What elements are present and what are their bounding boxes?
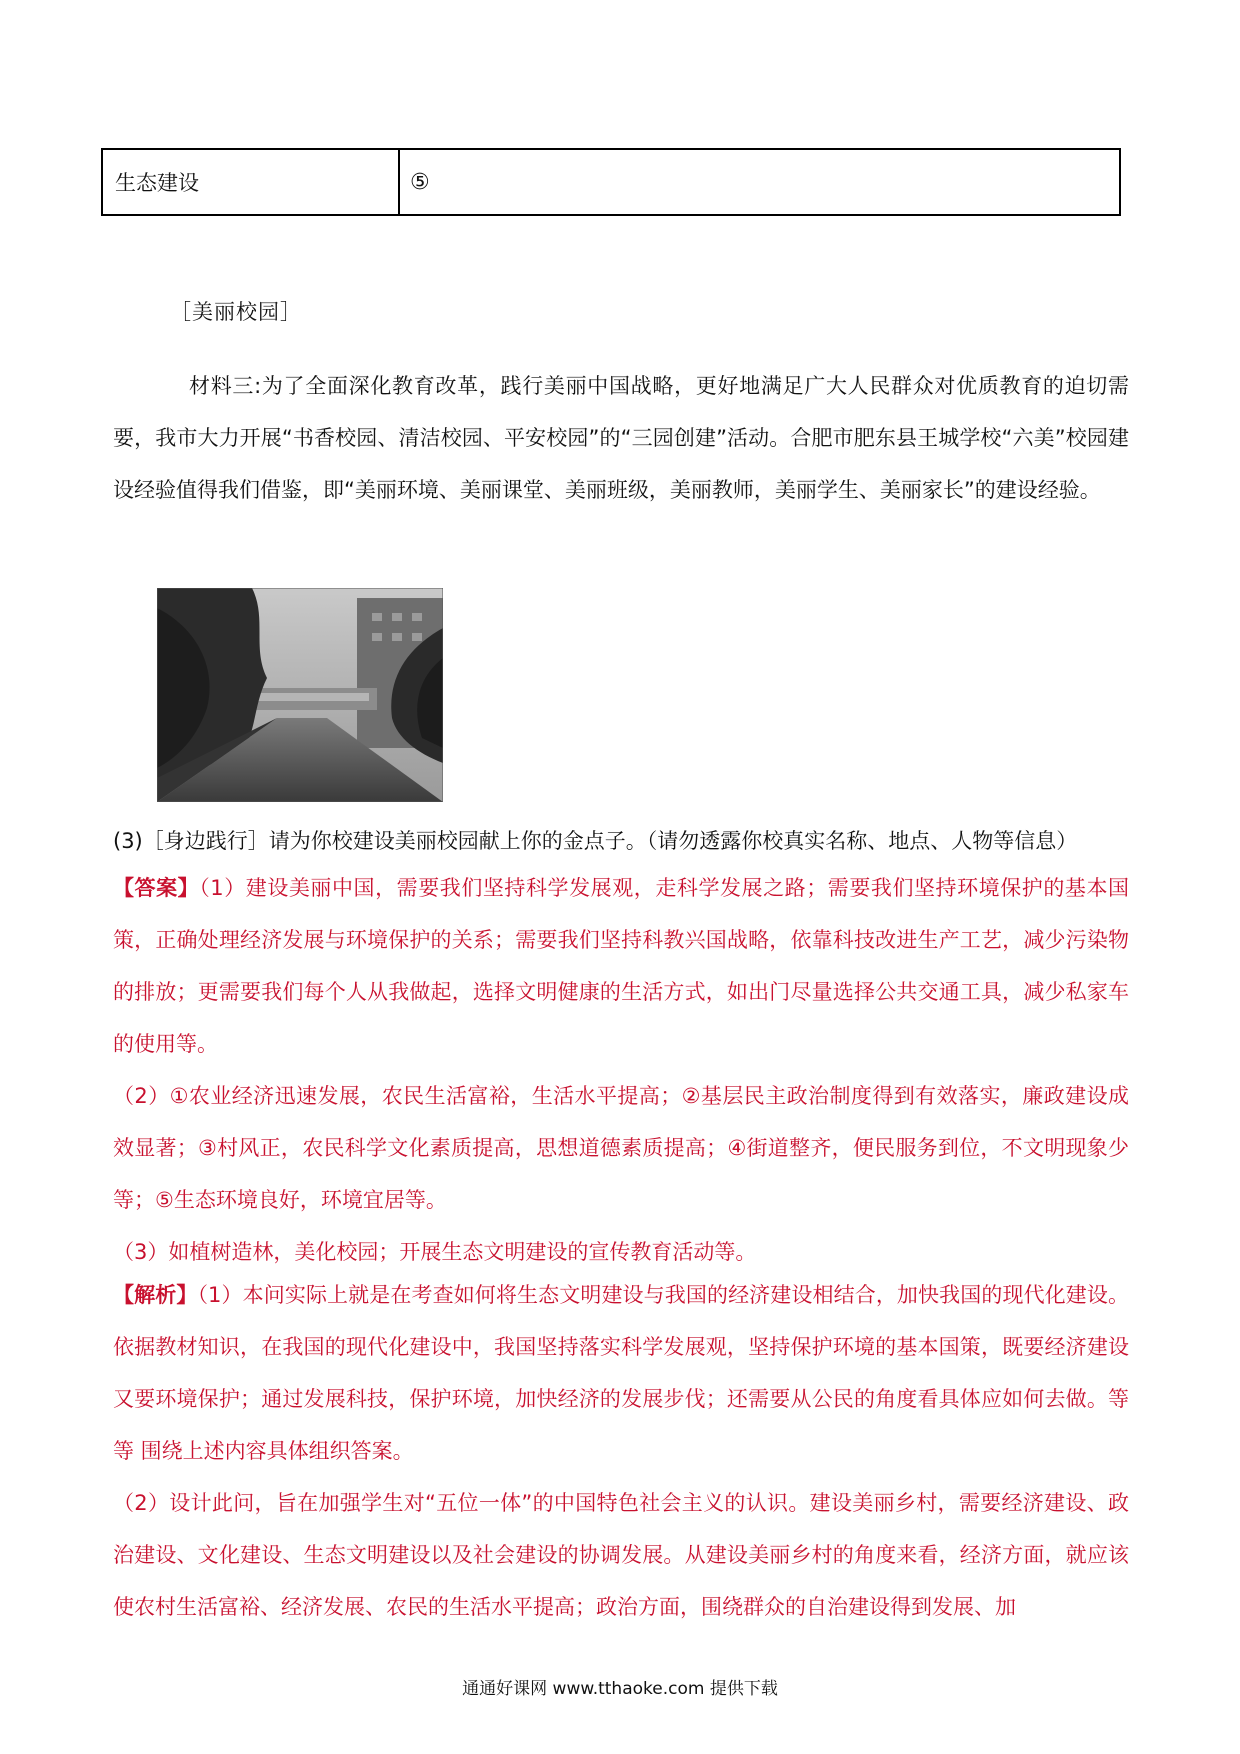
analysis-part-1-text: （1）本问实际上就是在考查如何将生态文明建设与我国的经济建设相结合，加快我国的现代化建设。依据教材知识，在我国的现代化建设中，我国坚持落实科学发展观，坚持保护环境的基本国策，既要经济建设又要环境保护；通过发展科技，保护环境，加快经济的发展步伐；还需要从公民的角度看具体应如何去做。等等 围绕上述内容具体组织答案。 [113, 1283, 1130, 1463]
answer-part-3: （3）如植树造林，美化校园；开展生态文明建设的宣传教育活动等。 [113, 1240, 757, 1264]
answer-part-2: （2）①农业经济迅速发展，农民生活富裕，生活水平提高；②基层民主政治制度得到有效落实，廉政建设成效显著；③村风正，农民科学文化素质提高，思想道德素质提高；④街道整齐，便民服务到位，不文明现象少等；⑤生态环境良好，环境宜居等。 [113, 1084, 1129, 1212]
campus-photo [157, 588, 443, 802]
answer-tag: 【答案】 [113, 876, 200, 900]
question-three: (3)［身边践行］请为你校建设美丽校园献上你的金点子。（请勿透露你校真实名称、地点、人物等信息） [113, 829, 1078, 853]
section-title: ［美丽校园］ [170, 300, 302, 324]
analysis-tag: 【解析】 [113, 1283, 198, 1307]
answer-part-1 [113, 862, 1129, 1070]
analysis-part-2: （2）设计此问，旨在加强学生对“五位一体”的中国特色社会主义的认识。建设美丽乡村，需要经济建设、政治建设、文化建设、生态文明建设以及社会建设的协调发展。从建设美丽乡村的角度来看，经济方面，就应该使农村生活富裕、经济发展、农民的生活水平提高；政治方面，围绕群众的自治建设得到发展、加 [113, 1491, 1129, 1619]
table-row-label: 生态建设 [103, 150, 400, 214]
table-row-value: ⑤ [410, 169, 430, 195]
info-table [101, 148, 1121, 216]
analysis-part-1 [113, 1269, 1129, 1477]
material-three-paragraph: 材料三:为了全面深化教育改革，践行美丽中国战略，更好地满足广大人民群众对优质教育的迫切需要，我市大力开展“书香校园、清洁校园、平安校园”的“三园创建”活动。合肥市肥东县王城学校“六美”校园建设经验值得我们借鉴，即“美丽环境、美丽课堂、美丽班级，美丽教师，美丽学生、美丽家长”的建设经验。 [113, 374, 1129, 502]
answer-part-1-text: （1）建设美丽中国，需要我们坚持科学发展观，走科学发展之路；需要我们坚持环境保护的基本国策，正确处理经济发展与环境保护的关系；需要我们坚持科教兴国战略，依靠科技改进生产工艺，减少污染物的排放；更需要我们每个人从我做起，选择文明健康的生活方式，如出门尽量选择公共交通工具，减少私家车的使用等。 [113, 876, 1130, 1056]
page-footer: 通通好课网 www.tthaoke.com 提供下载 [462, 1679, 778, 1699]
